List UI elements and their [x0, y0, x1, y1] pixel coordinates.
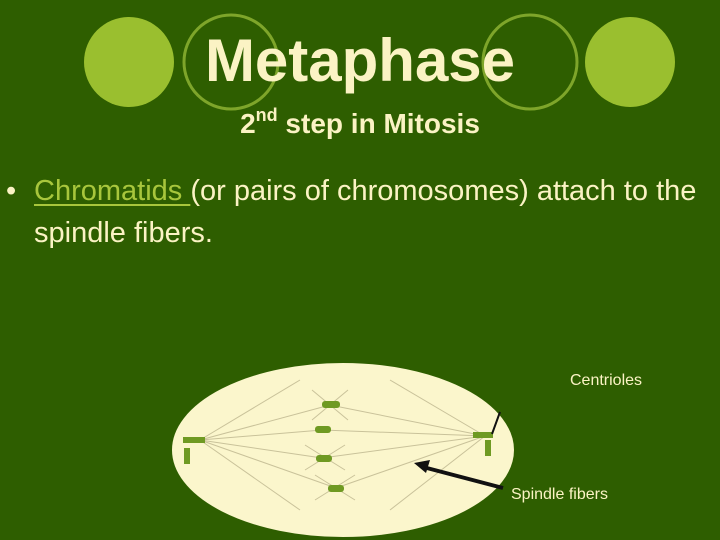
subtitle-ordinal: nd — [255, 104, 278, 125]
chromosome — [322, 401, 340, 408]
centriole — [184, 448, 190, 464]
label-centrioles: Centrioles — [570, 372, 643, 389]
label-spindle-fibers: Spindle fibers — [511, 486, 608, 503]
chromosome — [315, 426, 331, 433]
centriole — [473, 432, 493, 438]
cell-body — [171, 362, 515, 538]
chromosome — [328, 485, 344, 492]
chromosome — [316, 455, 332, 462]
bullet-description: (or pairs of chromosomes) attach to the spindle fibers. — [34, 175, 697, 249]
centriole — [183, 437, 205, 443]
bullet-term-chromatids: Chromatids — [34, 175, 191, 207]
subtitle-text: step in Mitosis — [277, 108, 480, 139]
bullet-dot: • — [6, 175, 17, 207]
centriole — [485, 440, 491, 456]
subtitle-number: 2 — [240, 108, 256, 139]
slide-title: Metaphase — [204, 27, 516, 94]
